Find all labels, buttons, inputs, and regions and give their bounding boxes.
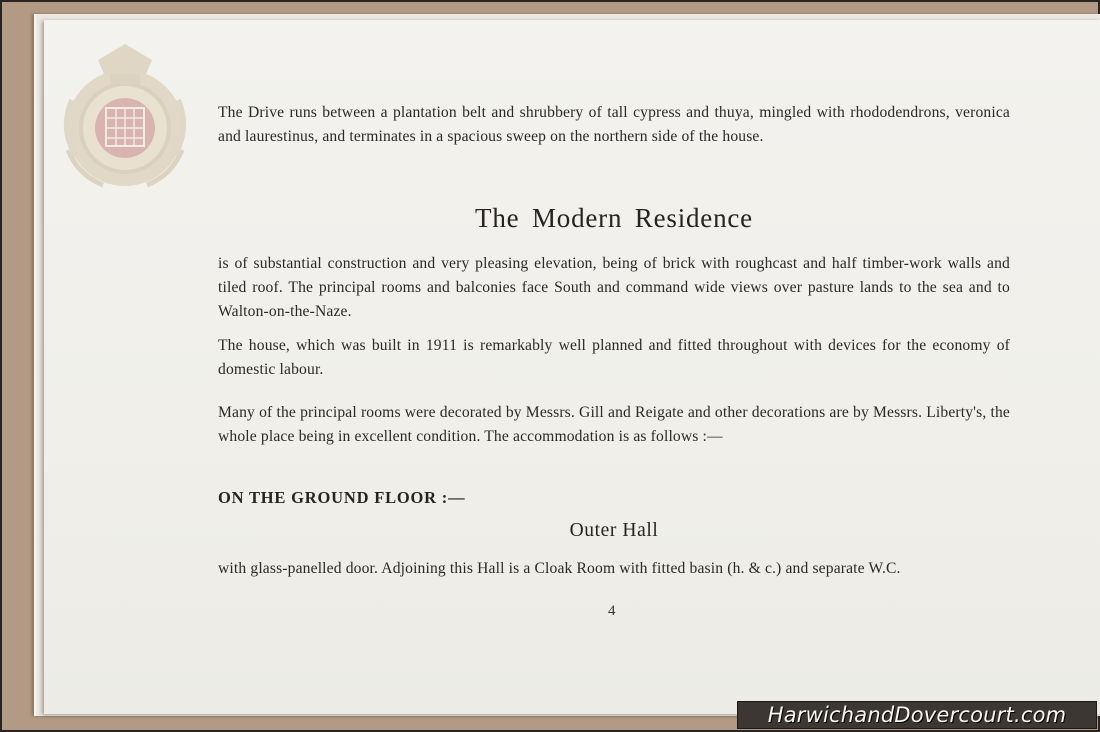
watermark-text: HarwichandDovercourt.com — [767, 703, 1067, 727]
built-paragraph: The house, which was built in 1911 is remarkably well planned and fitted throughout with devices for the economy of domestic labour. — [218, 337, 1010, 378]
decoration-paragraph: Many of the principal rooms were decorated by Messrs. Gill and Reigate and other decorations are by Messrs. Liberty's, the whole place being in excellent condition. The accommodation is as follows :— — [218, 404, 1010, 445]
construction-paragraph: is of substantial construction and very pleasing elevation, being of brick with roughcast and half timber-work walls and tiled roof. The principal rooms and balconies face South and command wide views over pasture lands to the sea and to Walton-on-the-Naze. — [218, 255, 1010, 320]
site-watermark — [737, 701, 1097, 729]
outer-hall-paragraph: with glass-panelled door. Adjoining this Hall is a Cloak Room with fitted basin (h. & c.) and separate W.C. — [218, 560, 901, 577]
section-heading: The Modern Residence — [475, 203, 753, 233]
page-number: 4 — [608, 603, 616, 619]
drive-paragraph: The Drive runs between a plantation belt and shrubbery of tall cypress and thuya, mingled with rhododendrons, veronica and laurestinus, and terminates in a spacious sweep on the northern side of the house. — [218, 104, 1010, 145]
floor-label: ON THE GROUND FLOOR :— — [218, 488, 466, 507]
outer-hall-heading: Outer Hall — [569, 520, 659, 541]
crest-icon — [50, 30, 200, 205]
